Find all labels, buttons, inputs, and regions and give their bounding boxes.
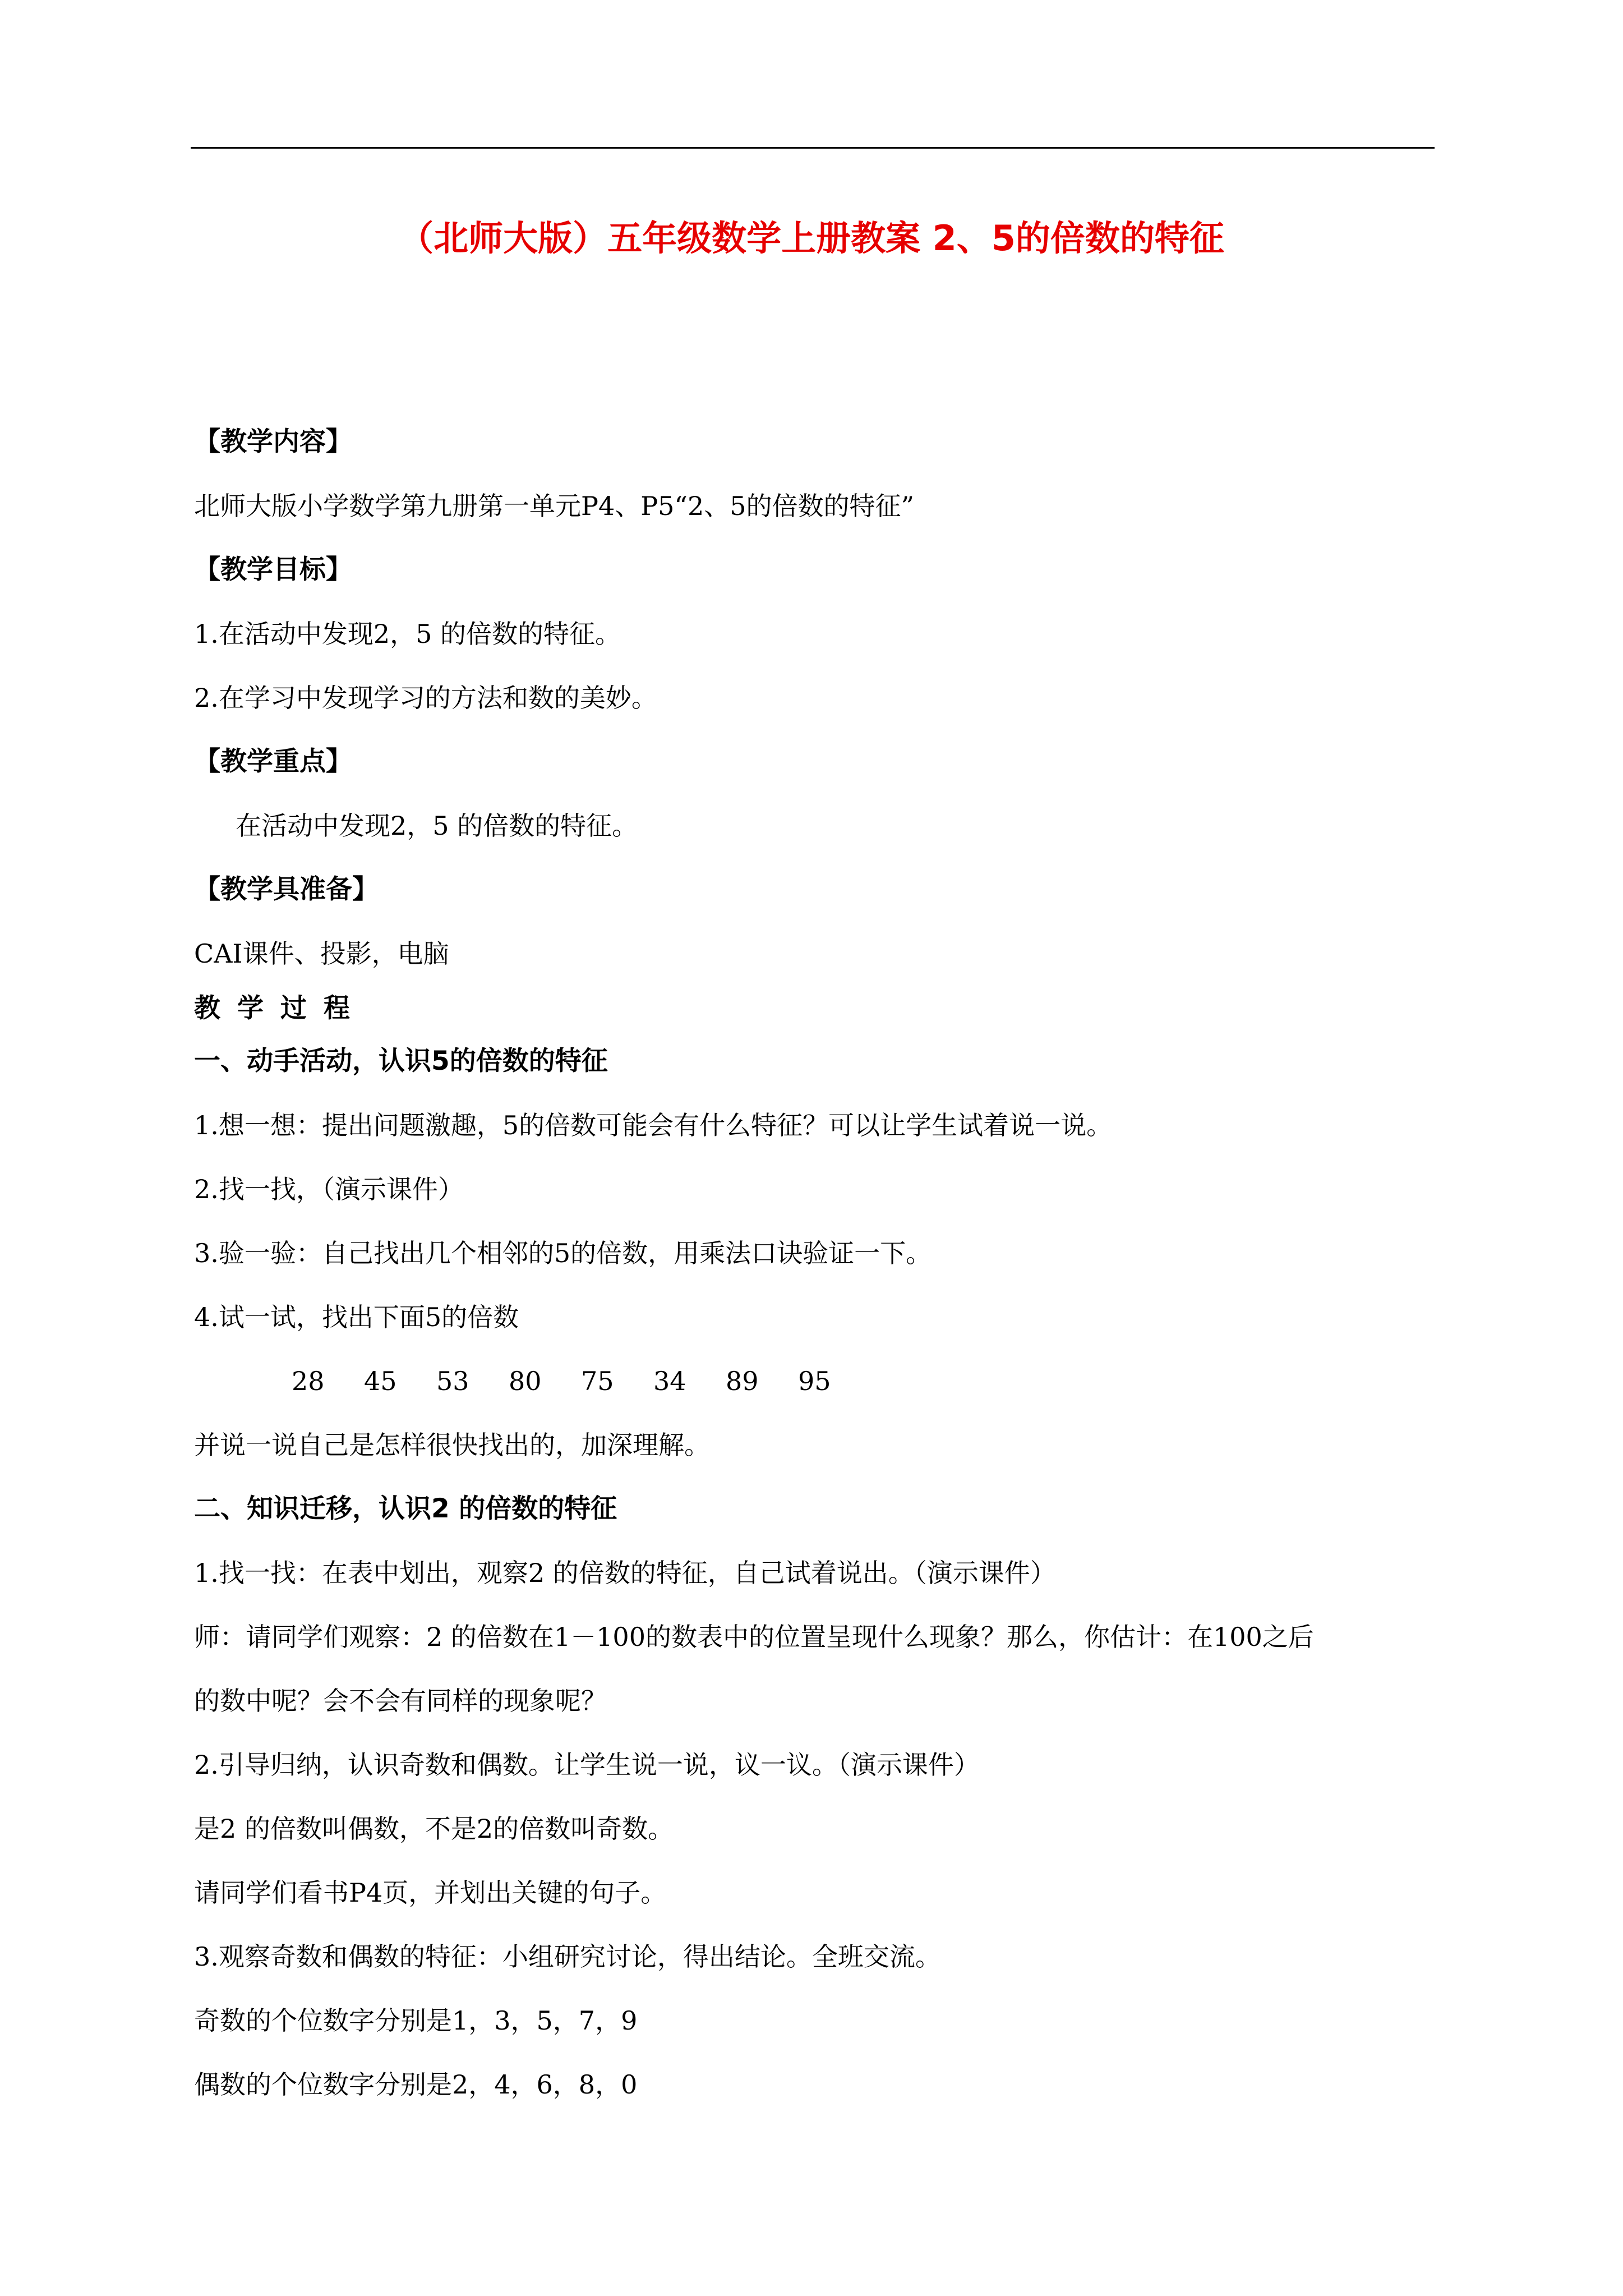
p2-even: 偶数的个位数字分别是2，4，6，8，0 [194, 2069, 638, 2100]
p1-item-4: 4.试一试，找出下面5的倍数 [194, 1302, 519, 1332]
p1-after: 并说一说自己是怎样很快找出的，加深理解。 [194, 1430, 710, 1460]
number-item: 34 [653, 1366, 686, 1396]
number-item: 80 [509, 1366, 542, 1396]
p2-odd: 奇数的个位数字分别是1，3，5，7，9 [194, 2005, 638, 2036]
p2-book: 请同学们看书P4页，并划出关键的句子。 [194, 1878, 667, 1908]
document-title: （北师大版）五年级数学上册教案 2、5的倍数的特征 [399, 218, 1224, 259]
focus-text: 在活动中发现2，5 的倍数的特征。 [236, 811, 638, 841]
part1-heading: 一、动手活动，认识5的倍数的特征 [194, 1046, 608, 1076]
part2-heading: 二、知识迁移，认识2 的倍数的特征 [194, 1493, 617, 1524]
goal-2: 2.在学习中发现学习的方法和数的美妙。 [194, 683, 657, 713]
content-heading: 【教学内容】 [194, 426, 352, 457]
p1-item-3: 3.验一验：自己找出几个相邻的5的倍数，用乘法口诀验证一下。 [194, 1238, 932, 1268]
p2-definition: 是2 的倍数叫偶数，不是2的倍数叫奇数。 [194, 1814, 674, 1844]
focus-heading: 【教学重点】 [194, 746, 352, 777]
number-list [292, 1361, 870, 1401]
p2-teacher-line-2: 的数中呢？会不会有同样的现象呢？ [194, 1686, 607, 1716]
header-rule [191, 147, 1435, 149]
process-heading: 教学过程 [194, 993, 367, 1024]
prep-heading: 【教学具准备】 [194, 874, 379, 905]
p2-item-1: 1.找一找：在表中划出，观察2 的倍数的特征，自己试着说出。（演示课件） [194, 1558, 1056, 1588]
p2-item-2: 2.引导归纳，认识奇数和偶数。让学生说一说，议一议。（演示课件） [194, 1750, 980, 1780]
goals-heading: 【教学目标】 [194, 554, 352, 585]
p2-item-3: 3.观察奇数和偶数的特征：小组研究讨论，得出结论。全班交流。 [194, 1941, 941, 1972]
number-item: 89 [726, 1366, 759, 1396]
p1-item-2: 2.找一找，（演示课件） [194, 1174, 464, 1204]
number-item: 45 [364, 1366, 397, 1396]
p1-item-1: 1.想一想：提出问题激趣，5的倍数可能会有什么特征？可以让学生试着说一说。 [194, 1110, 1113, 1140]
number-item: 95 [798, 1366, 831, 1396]
number-item: 75 [581, 1366, 614, 1396]
goal-1: 1.在活动中发现2，5 的倍数的特征。 [194, 619, 621, 649]
number-item: 28 [292, 1366, 325, 1396]
p2-teacher-line-1: 师：请同学们观察：2 的倍数在1－100的数表中的位置呈现什么现象？那么，你估计：在100之后 [194, 1622, 1314, 1652]
prep-text: CAI课件、投影，电脑 [194, 938, 449, 969]
content-text: 北师大版小学数学第九册第一单元P4、P5“2、5的倍数的特征” [194, 491, 915, 521]
number-item: 53 [436, 1366, 469, 1396]
